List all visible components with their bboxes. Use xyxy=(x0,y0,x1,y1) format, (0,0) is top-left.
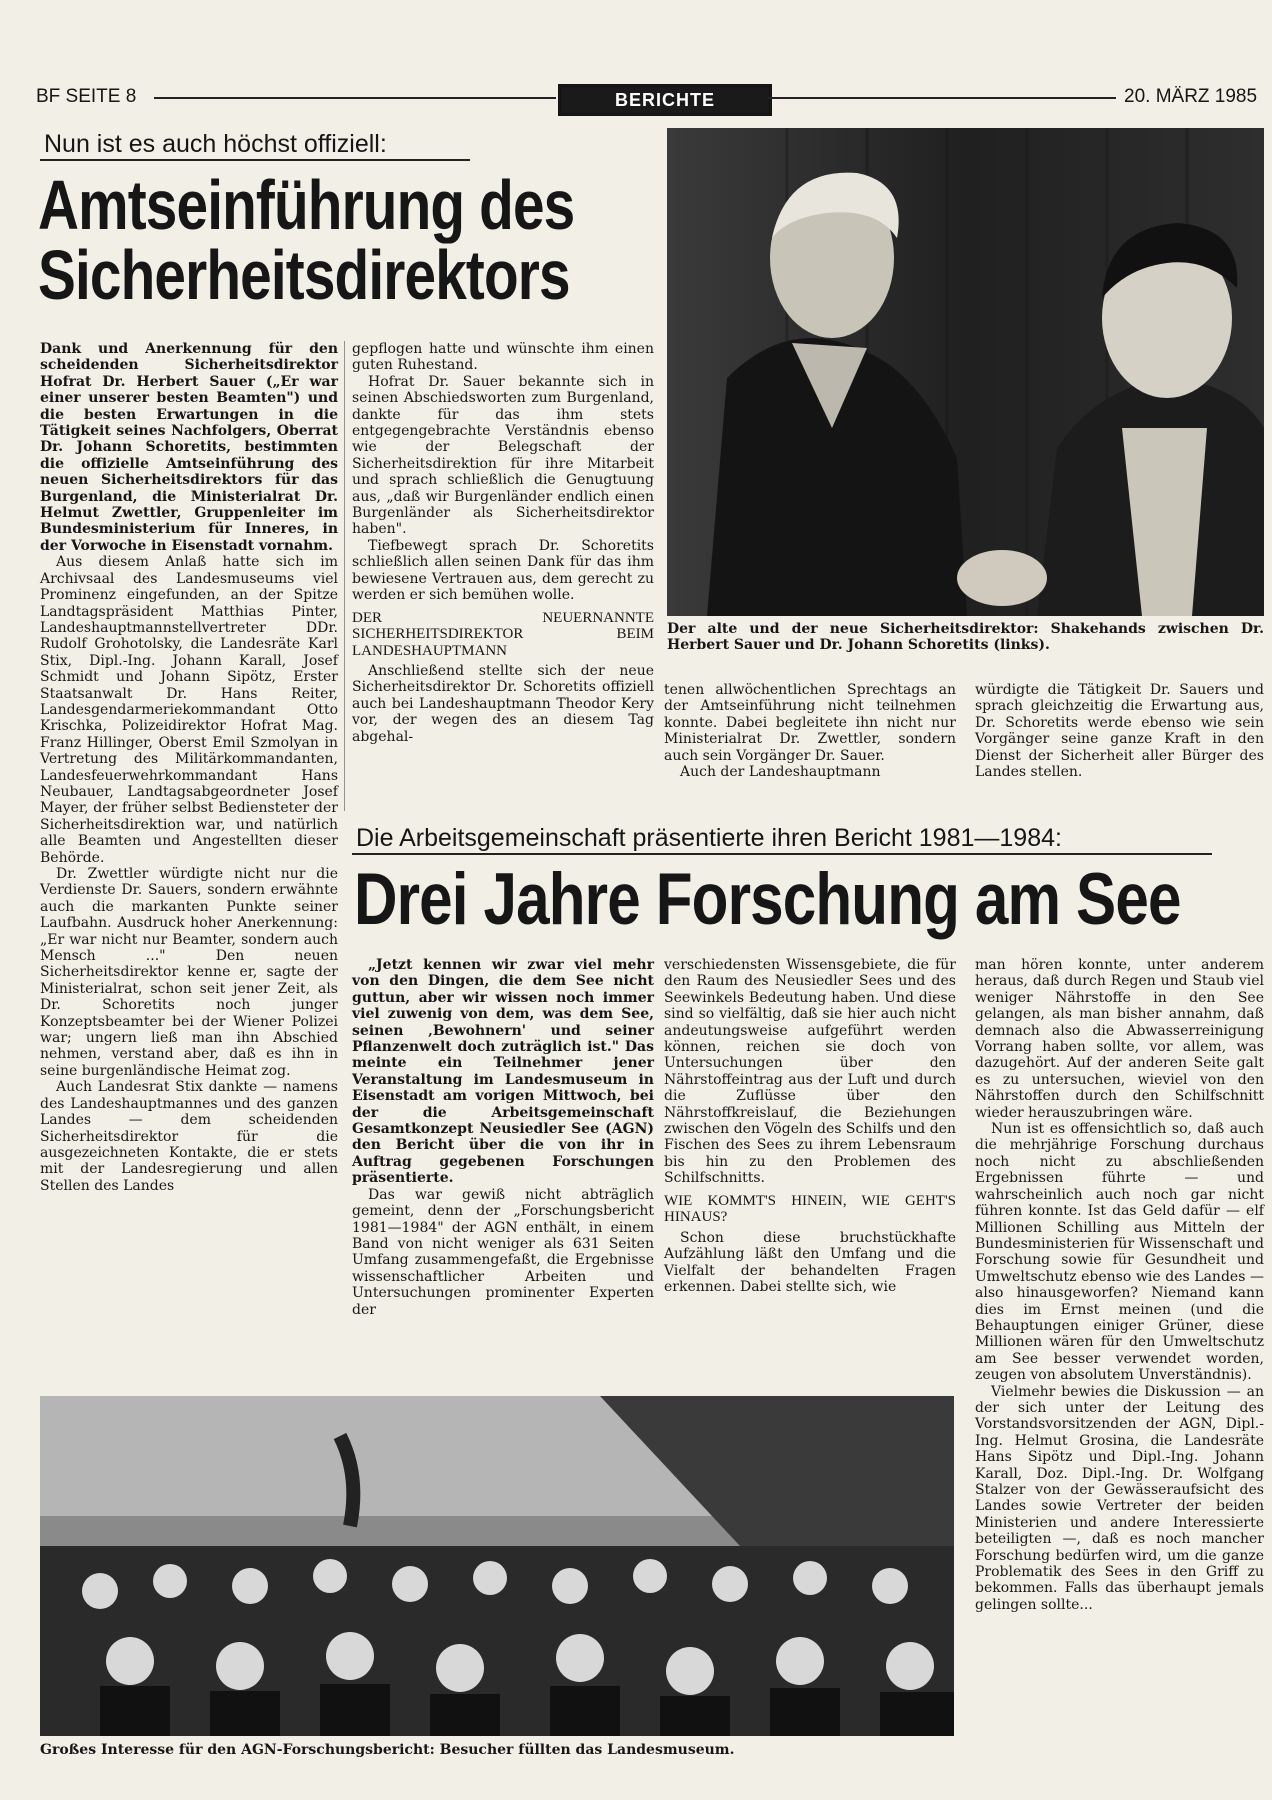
kicker-underline xyxy=(40,159,470,161)
article2-headline: Drei Jahre Forschung am See xyxy=(354,857,1181,940)
handshake-photo-image xyxy=(667,128,1264,616)
article1-column-1 xyxy=(40,341,338,1194)
audience-photo-caption: Großes Interesse für den AGN-Forschungsbericht: Besucher füllten das Landesmuseum. xyxy=(40,1742,735,1758)
article1-paragraph: Anschließend stellte sich der neue Sicherheitsdirektor Dr. Schoretits offiziell auch bei Landeshauptmann Theodor Kery vor, der wegen des an diesem Tag abgehal- xyxy=(352,663,654,745)
article1-paragraph: Auch Landesrat Stix dankte — namens des Landeshauptmannes und des ganzen Landes — dem scheidenden Sicherheitsdirektor für die ausgezeichneten Kontakte, die er stets mit der Landesregierung und allen Stellen des Landes xyxy=(40,1079,338,1194)
article1-paragraph: Aus diesem Anlaß hatte sich im Archivsaal des Landesmuseums viel Prominenz eingefunden, an der Spitze Landtagspräsident Matthias Pinter, Landeshauptmannstellvertreter DDr. Rudolf Grohotolsky, die Landesräte Karl Stix, Dipl.-Ing. Johann Karall, Josef Schmidt und Johann Sipötz, Erster Staatsanwalt Dr. Hans Reiter, Landesgendarmeriekommandant Otto Krischka, Polizeidirektor Hofrat Mag. Franz Hillinger, Oberst Emil Szmolyan in Vertretung des Militärkommandanten, Landesfeuerwehrkommandant Hans Neubauer, Landtagsabgeordneter Josef Mayer, der früher selbst Bediensteter der Sicherheitsdirektion war, und natürlich alle Beamten und Angestellten dieser Behörde. xyxy=(40,554,338,866)
article2-paragraph: verschiedensten Wissensgebiete, die für den Raum des Neusiedler Sees und des Seewinkels Bedeutung haben. Und diese sind so vielfältig, daß sie hier auch nicht andeutungsweise aufgeführt werden können, reichen sie doch von Untersuchungen über den Nährstoffeintrag aus der Luft und durch die Zuflüsse über den Nährstoffkreislauf, die Beziehungen zwischen den Vögeln des Schilfs und den Fischen des Sees zu ihrem Lebensraum bis hin zu den Problemen des Schilfschnitts. xyxy=(664,957,956,1187)
article1-headline-line2: Sicherheitsdirektors xyxy=(38,235,570,314)
header-rule-left xyxy=(154,97,556,99)
header-rule-right xyxy=(768,97,1116,99)
article1-paragraph: Tiefbewegt sprach Dr. Schoretits schließlich allen seinen Dank für das ihm bewiesene Vertrauen aus, dem gerecht zu werden er sich bemühen wolle. xyxy=(352,537,654,604)
section-badge: BERICHTE xyxy=(558,84,772,116)
article1-paragraph: gepflogen hatte und wünschte ihm einen guten Ruhestand. xyxy=(352,341,654,374)
audience-photo-image xyxy=(40,1396,954,1736)
article1-paragraph: Auch der Landeshauptmann xyxy=(680,764,881,781)
article1-paragraph: würdigte die Tätigkeit Dr. Sauers und sprach gleichzeitig die Erwartung aus, Dr. Schoretits werde ebenso wie sein Vorgänger seine ganze Kraft in den Dienst der Sicherheit aller Bürger des Landes stellen. xyxy=(975,682,1264,781)
article1-column-4 xyxy=(975,682,1264,780)
article2-subheading: WIE KOMMT'S HINEIN, WIE GEHT'S HINAUS? xyxy=(664,1192,956,1226)
article1-column-3 xyxy=(664,682,956,780)
page-label: BF SEITE 8 xyxy=(36,86,137,107)
article2-column-3 xyxy=(664,957,956,1295)
article2-column-2 xyxy=(352,957,654,1318)
article1-paragraph: Dr. Zwettler würdigte nicht nur die Verdienste Dr. Sauers, sondern erwähnte auch die markanten Punkte seiner Laufbahn. Ausdruck hoher Anerkennung: „Er war nicht nur Beamter, sondern auch Mensch ..." Den neuen Sicherheitsdirektor kenne er, sagte der Ministerialrat, schon seit jener Zeit, als Dr. Schoretits noch junger Konzeptsbeamter bei der Wiener Polizei war; ungern ließ man ihn Abschied nehmen, verstand aber, daß es ihn in seine burgenländische Heimat zog. xyxy=(40,866,338,1079)
article1-paragraph: Hofrat Dr. Sauer bekannte sich in seinen Abschiedsworten zum Burgenland, dankte für das ihm stets entgegengebrachte Verständnis ebenso wie der Belegschaft der Sicherheitsdirektion für ihre Mitarbeit und sprach schließlich die Genugtuung aus, „daß wir Burgenländer endlich einen Burgenländer als Sicherheitsdirektor haben". xyxy=(352,373,654,538)
article1-subheading: DER NEUERNANNTE SICHERHEITSDIREKTOR BEIM LANDESHAUPTMANN xyxy=(352,609,654,659)
article2-paragraph: man hören konnte, unter anderem heraus, daß durch Regen und Staub viel weniger Nährstoffe in den See gelangen, als man bisher annahm, daß demnach also die Abwasserreinigung Vorrang haben sollte, vor allem, was dazugehört. Auf der anderen Seite galt es zu untersuchen, wieviel von den Nährstoffen durch den Schilfschnitt wieder herauszubringen wäre. xyxy=(975,957,1264,1121)
article2-paragraph: Nun ist es offensichtlich so, daß auch die mehrjährige Forschung durchaus noch nicht zu abschließenden Ergebnissen führte — und wahrscheinlich auch noch gar nicht führen konnte. Ist das Geld dafür — elf Millionen Schilling aus Mitteln der Bundesministerien für Wissenschaft und Forschung sowie für Gesundheit und Umweltschutz ebenso wie des Landes — also hinausgeworfen? Niemand kann dies im Ernst meinen (und die Behauptungen einiger Grüner, diese Millionen wären für den Umweltschutz am See besser verwendet worden, zeugen von absolutem Unverständnis). xyxy=(975,1121,1264,1384)
column-divider xyxy=(344,341,345,811)
article2-paragraph: Vielmehr bewies die Diskussion — an der sich unter der Leitung des Vorstandsvorsitzenden der AGN, Dipl.-Ing. Helmut Grosina, die Landesräte Hans Sipötz und Dipl.-Ing. Johann Karall, Doz. Dipl.-Ing. Dr. Wolfgang Stalzer von der Gewässeraufsicht des Landes sowie Vertreter der beiden Ministerien und andere Interessierte beteiligten —, daß es noch mancher Forschung bedürfen wird, um die ganze Problematik des Sees in den Griff zu bekommen. Falls das überhaupt jemals gelingen sollte... xyxy=(975,1383,1264,1613)
audience-photo xyxy=(40,1396,954,1736)
issue-date: 20. MÄRZ 1985 xyxy=(1124,86,1258,107)
article2-kicker: Die Arbeitsgemeinschaft präsentierte ihren Bericht 1981—1984: xyxy=(356,824,1062,852)
article1-lead: Dank und Anerkennung für den scheidenden Sicherheitsdirektor Hofrat Dr. Herbert Sauer („Er war einer unserer besten Beamten") und die besten Erwartungen in die Tätigkeit seines Nachfolgers, Oberrat Dr. Johann Schoretits, bestimmten die offizielle Amtseinführung des neuen Sicherheitsdirektors für das Burgenland, die Ministerialrat Dr. Helmut Zwettler, Gruppenleiter im Bundesministerium für Inneres, in der Vorwoche in Eisenstadt vornahm. xyxy=(40,341,338,554)
article1-headline-line1: Amtseinführung des xyxy=(38,165,575,244)
article2-paragraph: Schon diese bruchstückhafte Aufzählung läßt den Umfang und die Vielfalt der behandelten Fragen erkennen. Dabei stellte sich, wie xyxy=(664,1229,956,1295)
article1-column-2 xyxy=(352,341,654,745)
article1-kicker: Nun ist es auch höchst offiziell: xyxy=(44,130,387,158)
article2-column-4 xyxy=(975,957,1264,1613)
handshake-photo-caption: Der alte und der neue Sicherheitsdirektor: Shakehands zwischen Dr. Herbert Sauer und Dr. Johann Schoretits (links). xyxy=(667,621,1264,653)
article2-paragraph: Das war gewiß nicht abträglich gemeint, denn der „Forschungsbericht 1981—1984" der AGN enthält, in einem Band von nicht weniger als 631 Seiten Umfang zusammengefaßt, die Ergebnisse wissenschaftlicher Arbeiten und Untersuchungen prominenter Experten der xyxy=(352,1186,654,1318)
article1-paragraph: tenen allwöchentlichen Sprechtags an der Amtseinführung nicht teilnehmen konnte. Dabei begleitete ihn nicht nur Ministerialrat Dr. Zwettler, sondern auch sein Vorgänger Dr. Sauer. xyxy=(664,682,956,764)
kicker-underline xyxy=(352,853,1212,855)
article2-lead: „Jetzt kennen wir zwar viel mehr von den Dingen, die dem See nicht guttun, aber wir wissen noch immer viel zuwenig von dem, was dem See, seinen ‚Bewohnern' und seiner Pflanzenwelt doch zuträglich ist." Das meinte ein Teilnehmer jener Veranstaltung im Landesmuseum in Eisenstadt am vorigen Mittwoch, bei der die Arbeitsgemeinschaft Gesamtkonzept Neusiedler See (AGN) den Bericht über die von ihr in Auftrag gegebenen Forschungen präsentierte. xyxy=(352,957,654,1187)
handshake-photo xyxy=(667,128,1264,616)
